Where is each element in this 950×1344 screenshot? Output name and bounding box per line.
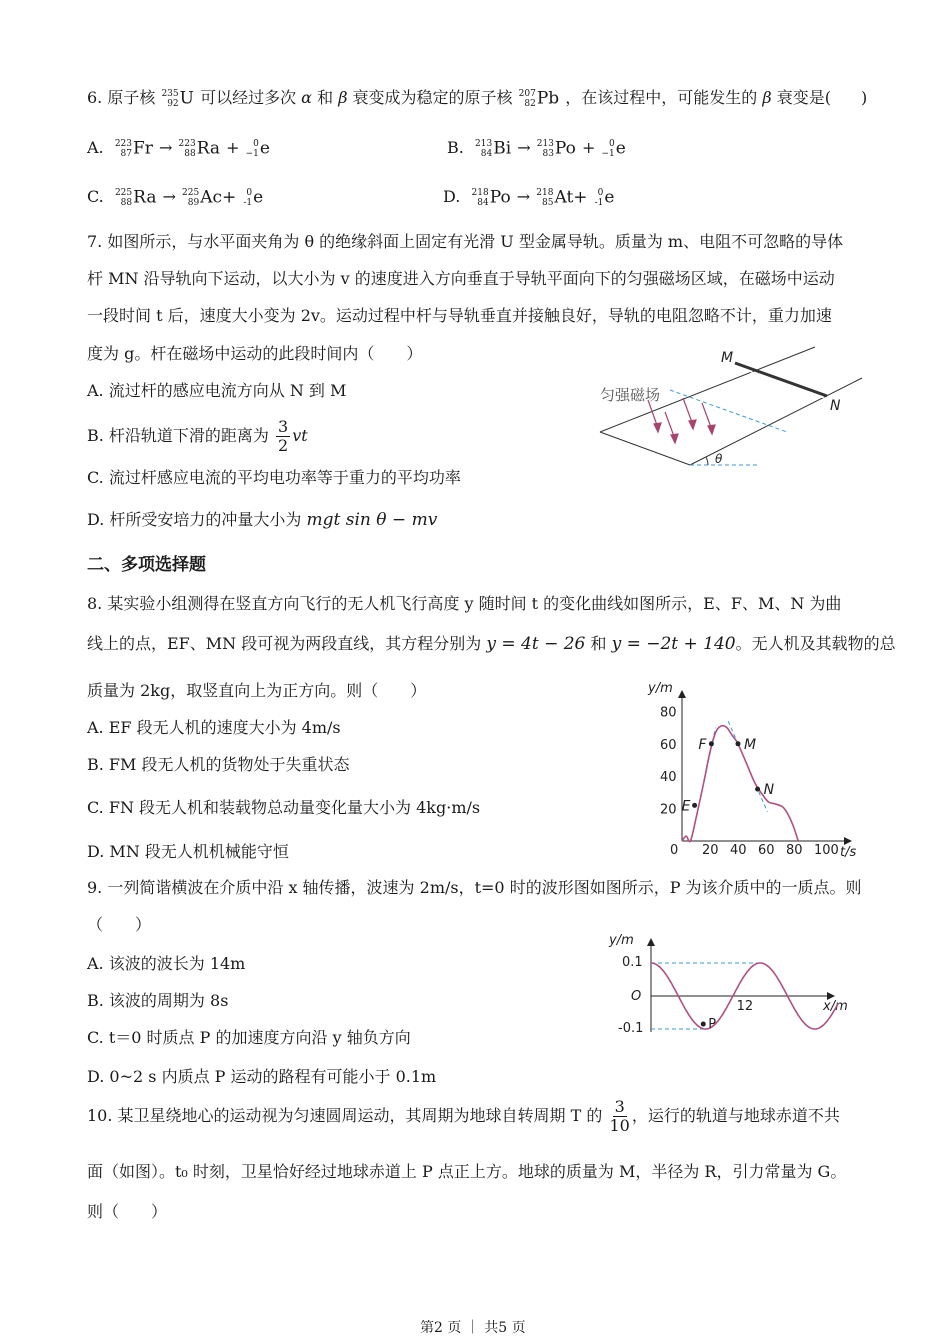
q10-line-3: 则（ ）: [87, 1202, 168, 1221]
option-label: D.: [443, 187, 461, 206]
nuclide-z: 88: [120, 197, 133, 208]
q6-option-d[interactable]: [443, 187, 615, 208]
option-text: B. 杆沿轨道下滑的距离为: [87, 426, 269, 445]
nuclide-mass: 0: [246, 187, 253, 198]
q7-option-d[interactable]: [87, 510, 437, 530]
nuclide: [179, 138, 221, 159]
x-axis-label: t/s: [840, 845, 857, 860]
point-p: [701, 1022, 706, 1027]
plus-sign: +: [226, 138, 240, 157]
nuclide-symbol: Fr: [133, 138, 153, 159]
q6-stem-text: ): [860, 88, 868, 107]
nuclide-pb207: [519, 88, 560, 109]
theta-label: θ: [715, 452, 723, 466]
y-axis-label: y/m: [609, 933, 634, 948]
plus-sign: +: [582, 138, 596, 157]
nuclide-z: 85: [542, 197, 554, 208]
nuclide-symbol: At+: [554, 187, 588, 208]
equation-mn: y = −2t + 140: [611, 634, 736, 654]
q10-text: 10. 某卫星绕地心的运动视为匀速圆周运动，其周期为地球自转周期 T 的: [87, 1106, 603, 1125]
q6-stem: [87, 88, 867, 109]
nuclide-mass: 225: [182, 187, 200, 198]
nuclide-u235: [161, 88, 194, 109]
point-f: [709, 741, 714, 746]
q6-option-c[interactable]: [87, 187, 264, 208]
x-tick-label: 40: [730, 843, 747, 858]
y-tick-label: 40: [660, 770, 677, 786]
q8-option-b[interactable]: B. FM 段无人机的货物处于失重状态: [87, 755, 350, 774]
q7-incline-figure: [590, 340, 870, 475]
y-tick-label: 0.1: [622, 955, 643, 970]
label-m: M: [721, 350, 734, 366]
nuclide-mass: 235: [161, 88, 179, 99]
nuclide-symbol: Ac+: [200, 187, 237, 208]
section-heading: 二、多项选择题: [87, 555, 206, 575]
q8-option-a[interactable]: A. EF 段无人机的速度大小为 4m/s: [87, 718, 341, 737]
fraction-numerator: 3: [278, 417, 289, 436]
nuclide-symbol: Ra: [196, 138, 221, 159]
nuclide-mass: 213: [475, 138, 493, 149]
nuclide-mass: 207: [518, 88, 536, 99]
q9-option-a[interactable]: A. 该波的波长为 14m: [87, 954, 246, 973]
q9-option-d[interactable]: D. 0~2 s 内质点 P 运动的路程有可能小于 0.1m: [87, 1067, 437, 1086]
q6-stem-text: 可以经过多次: [200, 88, 297, 107]
nuclide: [472, 187, 511, 208]
nuclide-symbol: e: [604, 187, 615, 208]
nuclide-mass: 0: [253, 138, 259, 149]
option-formula: vt: [292, 426, 308, 445]
arrow-icon: →: [516, 187, 531, 206]
nuclide-z: -1: [594, 197, 604, 208]
q7-line-2: 杆 MN 沿导轨向下运动，以大小为 v 的速度进入方向垂直于导轨平面向下的匀强磁场区域，在磁场中运动: [87, 269, 835, 288]
q6-stem-text: 衰变是(: [776, 88, 831, 107]
x-ticks: [702, 843, 839, 858]
q6-option-b[interactable]: [447, 138, 627, 159]
nuclide: [475, 138, 511, 159]
q8-text: 。无人机及其载物的总: [735, 634, 896, 653]
curve-points: [682, 737, 775, 815]
q10-line-2: 面（如图）。t₀ 时刻，卫星恰好经过地球赤道上 P 点正上方。地球的质量为 M，半径为 R，引力常量为 G。: [87, 1162, 847, 1181]
rod-mn: [735, 363, 827, 396]
y-tick-label: 80: [660, 705, 677, 721]
nuclide-z: 84: [477, 197, 489, 208]
fraction-denominator: 2: [278, 436, 289, 455]
y-tick-label: 60: [660, 737, 677, 753]
fraction-numerator: 3: [614, 1097, 625, 1116]
q6-stem-text: ，在该过程中，可能发生的: [565, 88, 758, 107]
x-tick-label: 20: [702, 843, 719, 858]
nuclide-symbol: Pb: [536, 88, 560, 109]
arrow-icon: →: [162, 187, 176, 206]
q9-line-1: 9. 一列简谐横波在介质中沿 x 轴传播，波速为 2m/s，t=0 时的波形图如图所示，P 为该介质中的一质点。则: [87, 878, 862, 897]
nuclide-z: 87: [120, 148, 132, 159]
point-label-f: F: [698, 736, 707, 753]
nuclide-mass: 218: [536, 187, 554, 198]
field-arrows: [648, 398, 715, 443]
q9-option-c[interactable]: C. t＝0 时质点 P 的加速度方向沿 y 轴负方向: [87, 1028, 411, 1047]
nuclide-symbol: Po: [554, 138, 576, 159]
nuclide: [536, 187, 587, 208]
nuclide: [243, 187, 263, 208]
nuclide-symbol: Ra: [133, 187, 157, 208]
nuclide-z: 83: [542, 148, 554, 159]
q8-option-d[interactable]: D. MN 段无人机机械能守恒: [87, 842, 289, 861]
q9-option-b[interactable]: B. 该波的周期为 8s: [87, 991, 229, 1010]
fraction: [276, 418, 290, 455]
q10-text: ，运行的轨道与地球赤道不共: [631, 1106, 840, 1125]
nuclide-mass: 213: [536, 138, 554, 149]
q8-line-3: 质量为 2kg，取竖直向上为正方向。则（ ）: [87, 681, 427, 700]
point-label-m: M: [744, 736, 757, 753]
q7-line-3: 一段时间 t 后，速度大小变为 2v。运动过程中杆与导轨垂直并接触良好，导轨的电阻忽略不计，重力加速: [87, 306, 832, 325]
nuclide-symbol: Bi: [493, 138, 512, 159]
q6-stem-text: 6. 原子核: [87, 88, 156, 107]
nuclide-symbol: e: [615, 138, 626, 159]
q8-text: 和: [590, 634, 607, 653]
arrow-icon: →: [159, 138, 173, 157]
nuclide-z: 92: [167, 98, 179, 109]
x-tick-label: 12: [736, 999, 754, 1014]
nuclide-mass: 225: [114, 187, 133, 198]
origin-label: 0: [670, 843, 679, 858]
q9-line-2: （ ）: [87, 915, 152, 934]
option-text: D. 杆所受安培力的冲量大小为: [87, 510, 302, 529]
equation-ef: y = 4t − 26: [486, 634, 586, 654]
q9-wave-chart: [605, 928, 860, 1040]
nuclide-mass: 0: [597, 187, 604, 198]
nuclide-mass: 223: [114, 138, 132, 149]
q8-option-c[interactable]: C. FN 段无人机和装载物总动量变化量大小为 4kg·m/s: [87, 798, 481, 817]
nuclide: [595, 187, 615, 208]
q7-line-1: 7. 如图所示，与水平面夹角为 θ 的绝缘斜面上固定有光滑 U 型金属导轨。质量为 m、电阻不可忽略的导体: [87, 232, 844, 251]
nuclide: [182, 187, 236, 208]
nuclide-z: 88: [184, 148, 196, 159]
x-tick-label: 100: [814, 843, 839, 858]
q10-line-1: [87, 1098, 840, 1135]
y-tick-label: 20: [660, 802, 677, 818]
nuclide-symbol: U: [179, 88, 194, 109]
nuclide-z: −1: [245, 148, 259, 159]
point-e: [692, 803, 697, 808]
x-tick-label: 60: [758, 843, 775, 858]
q8-text: 线上的点，EF、MN 段可视为两段直线，其方程分别为: [87, 634, 482, 653]
nuclide-mass: 218: [471, 187, 489, 198]
label-n: N: [830, 398, 841, 414]
point-p-label: P: [708, 1017, 717, 1033]
beta-symbol: β: [762, 88, 772, 107]
point-label-n: N: [763, 782, 775, 799]
nuclide-z: −1: [601, 148, 615, 159]
nuclide-symbol: e: [253, 187, 264, 208]
point-m: [736, 741, 741, 746]
nuclide-symbol: e: [259, 138, 270, 159]
q7-option-c[interactable]: C. 流过杆感应电流的平均电功率等于重力的平均功率: [87, 468, 461, 487]
nuclide: [246, 138, 270, 159]
origin-label: O: [631, 989, 642, 1004]
q6-option-a[interactable]: [87, 138, 271, 159]
nuclide-z: 82: [524, 98, 536, 109]
arrow-icon: →: [517, 138, 531, 157]
nuclide-mass: 223: [178, 138, 196, 149]
nuclide-symbol: Po: [489, 187, 511, 208]
theta-arc: [706, 457, 708, 465]
q6-stem-text: 衰变成为稳定的原子核: [352, 88, 513, 107]
alpha-symbol: α: [301, 88, 312, 107]
fraction: [609, 1098, 629, 1135]
q7-line-4: 度为 g。杆在磁场中运动的此段时间内（ ）: [87, 344, 423, 363]
nuclide: [115, 187, 157, 208]
point-label-e: E: [681, 798, 691, 815]
x-axis-label: x/m: [823, 999, 848, 1014]
nuclide: [537, 138, 576, 159]
page-footer: 第2 页 ｜ 共5 页: [420, 1320, 526, 1336]
y-ticks: [660, 705, 677, 817]
q8-line-2: [87, 634, 896, 654]
point-n: [755, 787, 760, 792]
y-axis-label: y/m: [648, 681, 673, 696]
q7-option-b[interactable]: [87, 418, 308, 455]
field-label: 匀强磁场: [600, 386, 661, 404]
option-formula: mgt sin θ − mv: [306, 510, 438, 530]
option-label: A.: [87, 138, 104, 157]
y-tick-label: -0.1: [618, 1021, 644, 1036]
nuclide-z: 89: [187, 197, 200, 208]
q7-option-a[interactable]: A. 流过杆的感应电流方向从 N 到 M: [87, 381, 347, 400]
beta-symbol: β: [338, 88, 348, 107]
nuclide-z: -1: [243, 197, 253, 208]
fraction-denominator: 10: [609, 1116, 630, 1135]
q6-stem-text: 和: [317, 88, 334, 107]
nuclide-z: 84: [480, 148, 493, 159]
option-label: B.: [447, 138, 464, 157]
nuclide: [602, 138, 626, 159]
q8-height-time-chart: [640, 676, 875, 862]
nuclide: [115, 138, 153, 159]
option-label: C.: [87, 187, 104, 206]
nuclide-mass: 0: [609, 138, 615, 149]
x-tick-label: 80: [786, 843, 803, 858]
q8-line-1: 8. 某实验小组测得在竖直方向飞行的无人机飞行高度 y 随时间 t 的变化曲线如图所示，E、F、M、N 为曲: [87, 594, 842, 613]
rod-mn-highlight: [735, 366, 827, 399]
